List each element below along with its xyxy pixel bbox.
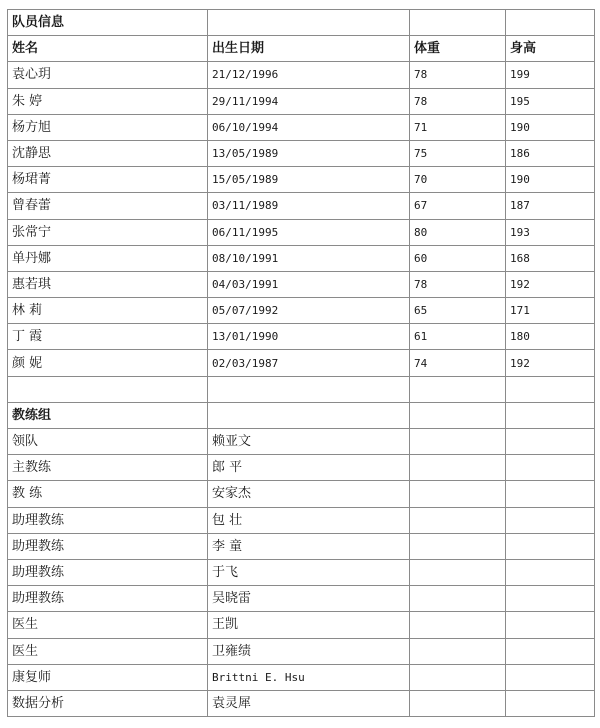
player-name-cell[interactable]: 沈静思	[8, 140, 208, 166]
column-header[interactable]: 出生日期	[208, 36, 410, 62]
birthdate-cell[interactable]: 03/11/1989	[208, 193, 410, 219]
section-row-players	[8, 10, 595, 36]
coach-name-cell[interactable]: 李 童	[208, 533, 410, 559]
height-cell[interactable]: 195	[506, 88, 595, 114]
height-cell[interactable]: 180	[506, 324, 595, 350]
table-row	[8, 140, 595, 166]
blank-row	[8, 376, 595, 402]
player-name-cell[interactable]: 张常宁	[8, 219, 208, 245]
coach-name-cell[interactable]: 赖亚文	[208, 429, 410, 455]
table-row	[8, 664, 595, 690]
weight-cell[interactable]: 75	[410, 140, 506, 166]
coach-role-cell[interactable]: 助理教练	[8, 533, 208, 559]
player-name-cell[interactable]: 林 莉	[8, 298, 208, 324]
coach-role-cell[interactable]: 领队	[8, 429, 208, 455]
empty-cell[interactable]	[410, 455, 506, 481]
table-row	[8, 612, 595, 638]
empty-cell[interactable]	[506, 533, 595, 559]
player-name-cell[interactable]: 丁 霞	[8, 324, 208, 350]
table-row	[8, 167, 595, 193]
empty-cell[interactable]	[410, 559, 506, 585]
table-row	[8, 324, 595, 350]
empty-cell[interactable]	[506, 10, 595, 36]
player-name-cell[interactable]: 杨方旭	[8, 114, 208, 140]
weight-cell[interactable]: 61	[410, 324, 506, 350]
empty-cell[interactable]	[410, 690, 506, 716]
birthdate-cell[interactable]: 06/10/1994	[208, 114, 410, 140]
weight-cell[interactable]: 65	[410, 298, 506, 324]
height-cell[interactable]: 190	[506, 114, 595, 140]
weight-cell[interactable]: 80	[410, 219, 506, 245]
empty-cell[interactable]	[506, 664, 595, 690]
empty-cell[interactable]	[208, 10, 410, 36]
empty-cell[interactable]	[410, 507, 506, 533]
coach-name-cell[interactable]: 包 壮	[208, 507, 410, 533]
empty-cell[interactable]	[506, 612, 595, 638]
empty-cell[interactable]	[410, 664, 506, 690]
weight-cell[interactable]: 67	[410, 193, 506, 219]
player-name-cell[interactable]: 曾春蕾	[8, 193, 208, 219]
coach-name-cell[interactable]: 郎 平	[208, 455, 410, 481]
coach-role-cell[interactable]: 助理教练	[8, 586, 208, 612]
empty-cell[interactable]	[208, 402, 410, 428]
empty-cell[interactable]	[506, 507, 595, 533]
birthdate-cell[interactable]: 02/03/1987	[208, 350, 410, 376]
table-row	[8, 559, 595, 585]
section-title-players[interactable]: 队员信息	[8, 10, 208, 36]
empty-cell[interactable]	[410, 612, 506, 638]
birthdate-cell[interactable]: 06/11/1995	[208, 219, 410, 245]
height-cell[interactable]: 190	[506, 167, 595, 193]
section-title-coaches[interactable]: 教练组	[8, 402, 208, 428]
coach-role-cell[interactable]: 助理教练	[8, 559, 208, 585]
table-row	[8, 350, 595, 376]
coach-name-cell[interactable]: 王凯	[208, 612, 410, 638]
coach-role-cell[interactable]: 助理教练	[8, 507, 208, 533]
empty-cell[interactable]	[410, 10, 506, 36]
player-name-cell[interactable]: 杨珺菁	[8, 167, 208, 193]
birthdate-cell[interactable]: 29/11/1994	[208, 88, 410, 114]
birthdate-cell[interactable]: 08/10/1991	[208, 245, 410, 271]
empty-cell[interactable]	[410, 429, 506, 455]
empty-cell[interactable]	[506, 481, 595, 507]
birthdate-cell[interactable]: 13/05/1989	[208, 140, 410, 166]
weight-cell[interactable]: 70	[410, 167, 506, 193]
weight-cell[interactable]: 78	[410, 62, 506, 88]
table-row	[8, 245, 595, 271]
birthdate-cell[interactable]: 04/03/1991	[208, 271, 410, 297]
coach-name-cell[interactable]: 于飞	[208, 559, 410, 585]
height-cell[interactable]: 168	[506, 245, 595, 271]
player-name-cell[interactable]: 惠若琪	[8, 271, 208, 297]
empty-cell[interactable]	[410, 586, 506, 612]
column-header-row	[8, 36, 595, 62]
coach-role-cell[interactable]: 医生	[8, 612, 208, 638]
table-row	[8, 62, 595, 88]
table-row	[8, 193, 595, 219]
empty-cell[interactable]	[506, 402, 595, 428]
empty-cell[interactable]	[506, 559, 595, 585]
coach-role-cell[interactable]: 教 练	[8, 481, 208, 507]
birthdate-cell[interactable]: 15/05/1989	[208, 167, 410, 193]
table-row	[8, 690, 595, 716]
table-row	[8, 114, 595, 140]
table-row	[8, 507, 595, 533]
height-cell[interactable]: 192	[506, 350, 595, 376]
table-row	[8, 271, 595, 297]
weight-cell[interactable]: 78	[410, 271, 506, 297]
table-row	[8, 638, 595, 664]
table-row	[8, 481, 595, 507]
empty-cell[interactable]	[410, 481, 506, 507]
birthdate-cell[interactable]: 13/01/1990	[208, 324, 410, 350]
empty-cell[interactable]	[506, 376, 595, 402]
player-name-cell[interactable]: 颜 妮	[8, 350, 208, 376]
empty-cell[interactable]	[506, 586, 595, 612]
coach-role-cell[interactable]: 医生	[8, 638, 208, 664]
height-cell[interactable]: 187	[506, 193, 595, 219]
empty-cell[interactable]	[506, 638, 595, 664]
weight-cell[interactable]: 78	[410, 88, 506, 114]
table-row	[8, 88, 595, 114]
birthdate-cell[interactable]: 05/07/1992	[208, 298, 410, 324]
coach-role-cell[interactable]: 数据分析	[8, 690, 208, 716]
height-cell[interactable]: 199	[506, 62, 595, 88]
weight-cell[interactable]: 74	[410, 350, 506, 376]
coach-name-cell[interactable]: 安家杰	[208, 481, 410, 507]
table-row	[8, 219, 595, 245]
table-row	[8, 429, 595, 455]
empty-cell[interactable]	[506, 455, 595, 481]
height-cell[interactable]: 193	[506, 219, 595, 245]
table-row	[8, 533, 595, 559]
player-name-cell[interactable]: 袁心玥	[8, 62, 208, 88]
empty-cell[interactable]	[506, 690, 595, 716]
column-header[interactable]: 体重	[410, 36, 506, 62]
column-header[interactable]: 身高	[506, 36, 595, 62]
empty-cell[interactable]	[208, 376, 410, 402]
height-cell[interactable]: 171	[506, 298, 595, 324]
empty-cell[interactable]	[410, 402, 506, 428]
coach-name-cell[interactable]: 袁灵犀	[208, 690, 410, 716]
empty-cell[interactable]	[410, 638, 506, 664]
table-row	[8, 586, 595, 612]
section-row-coaches	[8, 402, 595, 428]
empty-cell[interactable]	[8, 376, 208, 402]
empty-cell[interactable]	[506, 429, 595, 455]
coach-role-cell[interactable]: 主教练	[8, 455, 208, 481]
weight-cell[interactable]: 71	[410, 114, 506, 140]
coach-role-cell[interactable]: 康复师	[8, 664, 208, 690]
table-row	[8, 298, 595, 324]
empty-cell[interactable]	[410, 376, 506, 402]
height-cell[interactable]: 192	[506, 271, 595, 297]
weight-cell[interactable]: 60	[410, 245, 506, 271]
column-header[interactable]: 姓名	[8, 36, 208, 62]
player-name-cell[interactable]: 朱 婷	[8, 88, 208, 114]
empty-cell[interactable]	[410, 533, 506, 559]
coach-name-cell[interactable]: 卫雍绩	[208, 638, 410, 664]
roster-table	[7, 9, 595, 717]
birthdate-cell[interactable]: 21/12/1996	[208, 62, 410, 88]
coach-name-cell[interactable]: Brittni E. Hsu	[208, 664, 410, 690]
player-name-cell[interactable]: 单丹娜	[8, 245, 208, 271]
height-cell[interactable]: 186	[506, 140, 595, 166]
table-row	[8, 455, 595, 481]
coach-name-cell[interactable]: 吴晓雷	[208, 586, 410, 612]
